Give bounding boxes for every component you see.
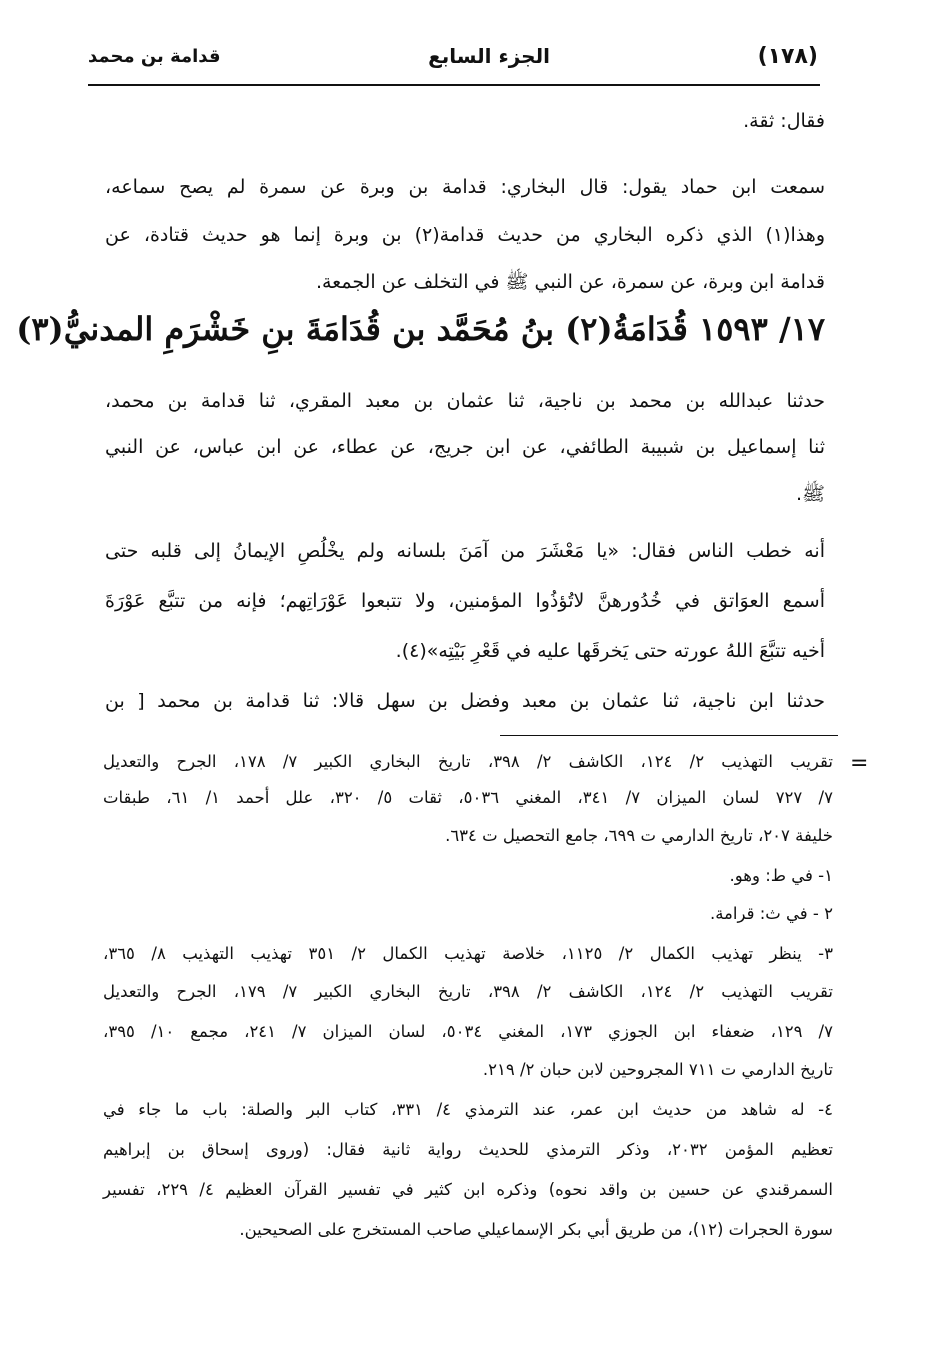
body-line: ثنا إسماعيل بن شبيبة الطائفي، عن ابن جريج، عن عطاء، عن ابن عباس، عن النبي <box>105 436 825 458</box>
footnote-line: تعظيم المؤمن ٢٠٣٢، وذكر الترمذي للحديث رواية ثانية فقال: (وروى إسحاق بن إبراهيم <box>103 1140 833 1159</box>
header-divider <box>88 84 820 86</box>
footnote-line: السمرقندي عن حسين بن واقد نحوه) وذكره ابن كثير في تفسير القرآن العظيم ٤/ ٢٢٩، تفسير <box>103 1180 834 1199</box>
body-line: ﷺ. <box>796 483 825 505</box>
footnote-line: تقريب التهذيب ٢/ ١٢٤، الكاشف ٢/ ٣٩٨، تاريخ البخاري الكبير ٧/ ١٧٩، الجرح والتعديل <box>103 982 833 1001</box>
footnote-4: ٤- له شاهد من حديث ابن عمر، عند الترمذي ٤/ ٣٣١، كتاب البر والصلة: باب ما جاء في <box>103 1100 833 1119</box>
footnote-line: تقريب التهذيب ٢/ ١٢٤، الكاشف ٢/ ٣٩٨، تاريخ البخاري الكبير ٧/ ١٧٨، الجرح والتعديل <box>103 752 833 771</box>
hadith-line: أسمع العوَاتق في خُدُورهنَّ لاتُؤذُوا المؤمنين، ولا تتبعوا عَوْرَاتِهم؛ فإنه من تتبَّع عَوْرَةَ <box>105 590 825 612</box>
hadith-line: أنه خطب الناس فقال: «يا مَعْشَرَ من آمَنَ بلسانه ولم يخْلُصِ الإيمانُ إلى قلبه حتى <box>105 540 825 562</box>
footnote-3: ٣- ينظر تهذيب الكمال ٢/ ١١٢٥، خلاصة تهذيب الكمال ٢/ ٣٥١ تهذيب التهذيب ٨/ ٣٦٥، <box>103 944 834 963</box>
body-line: فقال: ثقة. <box>743 110 825 132</box>
body-line: حدثنا عبدالله بن محمد بن ناجية، ثنا عثمان بن معبد المقري، ثنا قدامة بن محمد، <box>105 390 825 412</box>
volume-title: الجزء السابع <box>428 44 550 68</box>
running-head-entry: قدامة بن محمد <box>88 45 221 67</box>
footnote-divider <box>500 735 838 736</box>
page-header <box>88 34 818 78</box>
footnote-line: ٧/ ١٢٩، ضعفاء ابن الجوزي ١٧٣، المغني ٥٠٣٤، لسان الميزان ٧/ ٢٤١، مجمع ١٠/ ٣٩٥، <box>103 1022 833 1041</box>
hadith-line: أخيه تتبَّعَ اللهُ عورته حتى يَخرقَها عليه في قَعْرِ بَيْتِه»(٤). <box>395 640 825 662</box>
footnote-line: تاريخ الدارمي ت ٧١١ المجروحين لابن حبان ٢/ ٢١٩. <box>482 1060 833 1079</box>
page-number: (١٧٨) <box>757 43 818 69</box>
entry-title: ١٧/ ١٥٩٣ قُدَامَةُ(٢) بنُ مُحَمَّد بن قُدَامَةَ بنِ خَشْرَمِ المدنيُّ(٣) <box>16 310 825 348</box>
body-line: وهذا(١) الذي ذكره البخاري من حديث قدامة(٢) بن وبرة إنما هو حديث قتادة، عن <box>105 224 825 246</box>
footnote-line: ٧/ ٧٢٧ لسان الميزان ٧/ ٣٤١، المغني ٥٠٣٦، ثقات ٥/ ٣٢٠، علل أحمد ١/ ٦١، طبقات <box>103 788 833 807</box>
footnote-line: سورة الحجرات (١٢)، من طريق أبي بكر الإسماعيلي صاحب المستخرج على الصحيحين. <box>239 1220 833 1239</box>
body-line: حدثنا ابن ناجية، ثنا عثمان بن معبد وفضل بن سهل قالا: ثنا قدامة بن محمد [ بن <box>105 690 825 712</box>
body-line: قدامة ابن وبرة، عن سمرة، عن النبي ﷺ في التخلف عن الجمعة. <box>315 271 825 293</box>
footnote-1: ١- في ط: وهو. <box>729 866 833 885</box>
footnote-line: خليفة ٢٠٧، تاريخ الدارمي ت ٦٩٩، جامع التحصيل ت ٦٣٤. <box>445 826 833 845</box>
footnote-2: ٢ - في ث: قرامة. <box>709 904 833 923</box>
footnote-continuation-marker: = <box>850 751 869 776</box>
body-line: سمعت ابن حماد يقول: قال البخاري: قدامة بن وبرة عن سمرة لم يصح سماعه، <box>105 176 825 198</box>
